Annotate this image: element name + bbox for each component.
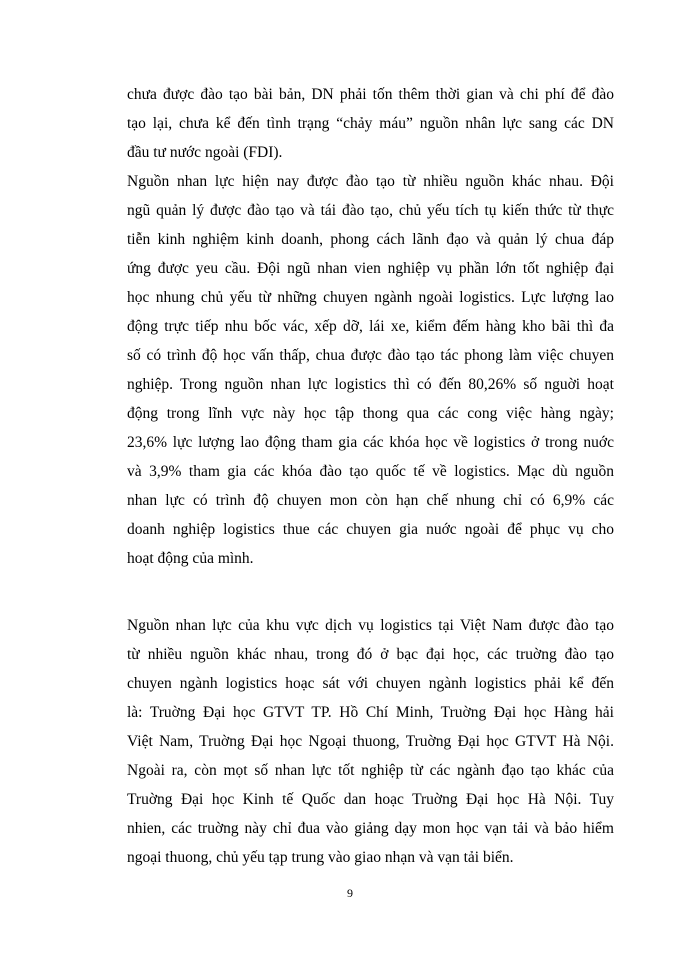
text-line: số có trình độ học vấn thấp, chua được đào tạo tác phong làm việc chuyen (127, 347, 614, 364)
text-line: động trong lĩnh vực này học tập thong qua các cong việc hàng ngày; (127, 405, 614, 422)
text-line: động trực tiếp nhu bốc vác, xếp dỡ, lái xe, kiểm đếm hàng kho bãi thì đa (127, 318, 614, 335)
text-line: nghiệp. Trong nguồn nhan lực logistics thì có đến 80,26% số nguời hoạt (127, 376, 614, 393)
page-number: 9 (347, 886, 353, 900)
text-line: nhan lực có trình độ chuyen mon còn hạn chế nhung chỉ có 6,9% các (127, 492, 614, 509)
text-line: doanh nghiệp logistics thue các chuyen gia nuớc ngoài để phục vụ cho (127, 521, 614, 538)
text-line: chuyen ngành logistics hoạc sát với chuyen ngành logistics phải kể đến (127, 675, 614, 692)
text-line: Ngoài ra, còn mọt số nhan lực tốt nghiệp từ các ngành đạo tạo khác của (127, 762, 614, 779)
text-line: Truờng Đại học Kinh tế Quốc dan hoạc Truờng Đại học Hà Nội. Tuy (127, 791, 614, 808)
text-line: nhien, các truờng này chỉ đua vào giảng dạy mon học vạn tải và bảo hiểm (127, 820, 614, 837)
text-line: tiễn kinh nghiệm kinh doanh, phong cách lãnh đạo và quản lý chua đáp (127, 231, 614, 248)
paragraph-3 (127, 611, 614, 872)
text-line: ngoại thuong, chủ yếu tạp trung vào giao nhạn và vạn tải biển. (127, 849, 514, 866)
text-line: ngũ quản lý được đào tạo và tái đào tạo, chủ yếu tích tụ kiến thức từ thực (127, 202, 614, 219)
text-line: Nguồn nhan lực hiện nay được đào tạo từ nhiều nguồn khác nhau. Đội (127, 173, 614, 190)
text-line: 23,6% lực lượng lao động tham gia các khóa học về logistics ở trong nuớc (127, 434, 614, 451)
text-line: và 3,9% tham gia các khóa đào tạo quốc tế về logistics. Mạc dù nguồn (127, 463, 614, 480)
text-line: Việt Nam, Truờng Đại học Ngoại thuong, Truờng Đại học GTVT Hà Nội. (127, 733, 614, 750)
paragraph-2 (127, 167, 614, 573)
text-line: đầu tư nước ngoài (FDI). (127, 144, 283, 161)
text-line: chưa được đào tạo bài bản, DN phải tốn thêm thời gian và chi phí để đào (127, 86, 614, 103)
text-line: tạo lại, chưa kể đến tình trạng “chảy máu” nguồn nhân lực sang các DN (127, 115, 614, 132)
paragraph-1 (127, 80, 614, 167)
text-line: học nhung chủ yếu từ những chuyen ngành ngoài logistics. Lực lượng lao (127, 289, 614, 306)
text-line: hoạt động của mình. (127, 550, 254, 567)
text-line: là: Truờng Đại học GTVT TP. Hồ Chí Minh, Truờng Đại học Hàng hải (127, 704, 614, 721)
text-line: Nguồn nhan lực của khu vực dịch vụ logistics tại Việt Nam được đào tạo (127, 617, 614, 634)
text-line: từ nhiều nguồn khác nhau, trong đó ở bạc đại học, các truờng đào tạo (127, 646, 614, 663)
text-line: ứng được yeu cầu. Đội ngũ nhan vien nghiệp vụ phần lớn tốt nghiệp đại (127, 260, 614, 277)
